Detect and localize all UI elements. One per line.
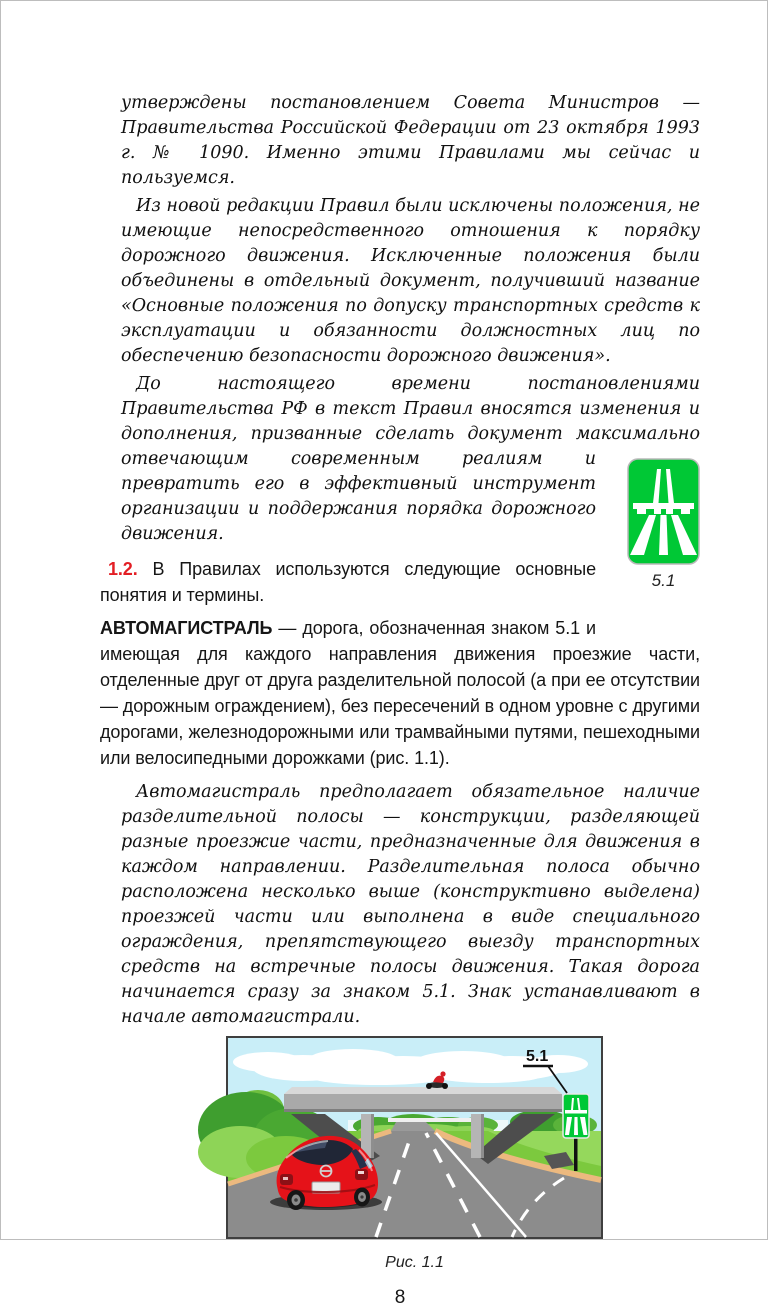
definition-motorway bbox=[100, 615, 700, 771]
motorway-sign-icon bbox=[627, 458, 700, 565]
figure-caption: Рис. 1.1 bbox=[385, 1254, 444, 1271]
callout-label: 5.1 bbox=[526, 1048, 549, 1065]
road-illustration bbox=[228, 1038, 601, 1237]
paragraph-new-edition: Из новой редакции Правил были исключены положения, не имеющие непосредственного отношения к порядку дорожного движения. Исключенные положения были объединены в отдельный документ, получивший название «Основные положения по допуску транспортных средств к эксплуатации и обязанности должностных лиц по обеспечению безопасности дорожного движения». bbox=[121, 196, 700, 366]
definition-term: АВТОМАГИСТРАЛЬ bbox=[100, 618, 273, 638]
sign-number-label: 5.1 bbox=[651, 571, 676, 590]
traffic-sign-5-1-block bbox=[608, 458, 700, 638]
paragraph-amendments: До настоящего времени постановлениями Правительства РФ в текст Правил вносятся изменения и дополнения, призванные сделать документ максимально отвечающим современным реалиям и превратить его в эффективный инструмент организации и поддержания порядка дорожного движения. bbox=[121, 374, 700, 544]
definition-body: — дорога, обозначенная знаком 5.1 и имеющая для каждого направления движения проезжие части, отделенные друг от друга разделительной полосой (а при ее отсутствии — дорожным ограждением), без пересечений в одном уровне с другими дорогами, железнодорожными или трамвайными путями, пешеходными или велосипедными дорожками (рис. 1.1). bbox=[100, 618, 700, 768]
paragraph-commentary: Автомагистраль предполагает обязательное наличие разделительной полосы — конструкции, разделяющей разные проезжие части, предназначенные для движения в каждом направлении. Разделительная полоса обычно расположена несколько выше (конструктивно выделена) проезжей части или выполнена в виде специального ограждения, препятствующего выезду транспортных средств на встречные полосы движения. Такая дорога начинается сразу за знаком 5.1. Знак устанавливают в начале автомагистрали. bbox=[121, 782, 700, 1027]
figure-frame bbox=[226, 1036, 603, 1239]
section-text: В Правилах используются следующие основные понятия и термины. bbox=[100, 559, 596, 605]
text-column bbox=[100, 91, 700, 1309]
page-number: 8 bbox=[394, 1287, 406, 1308]
wrap-block bbox=[100, 372, 700, 771]
paragraph-continuation: утверждены постановлением Совета Министров — Правительства Российской Федерации от 23 октября 1993 г. № 1090. Именно этими Правилами мы сейчас и пользуемся. bbox=[121, 93, 700, 188]
figure-1-1 bbox=[226, 1036, 603, 1272]
sign-post bbox=[574, 1138, 578, 1171]
far-guardrail bbox=[388, 1118, 483, 1122]
section-number: 1.2. bbox=[108, 559, 138, 579]
